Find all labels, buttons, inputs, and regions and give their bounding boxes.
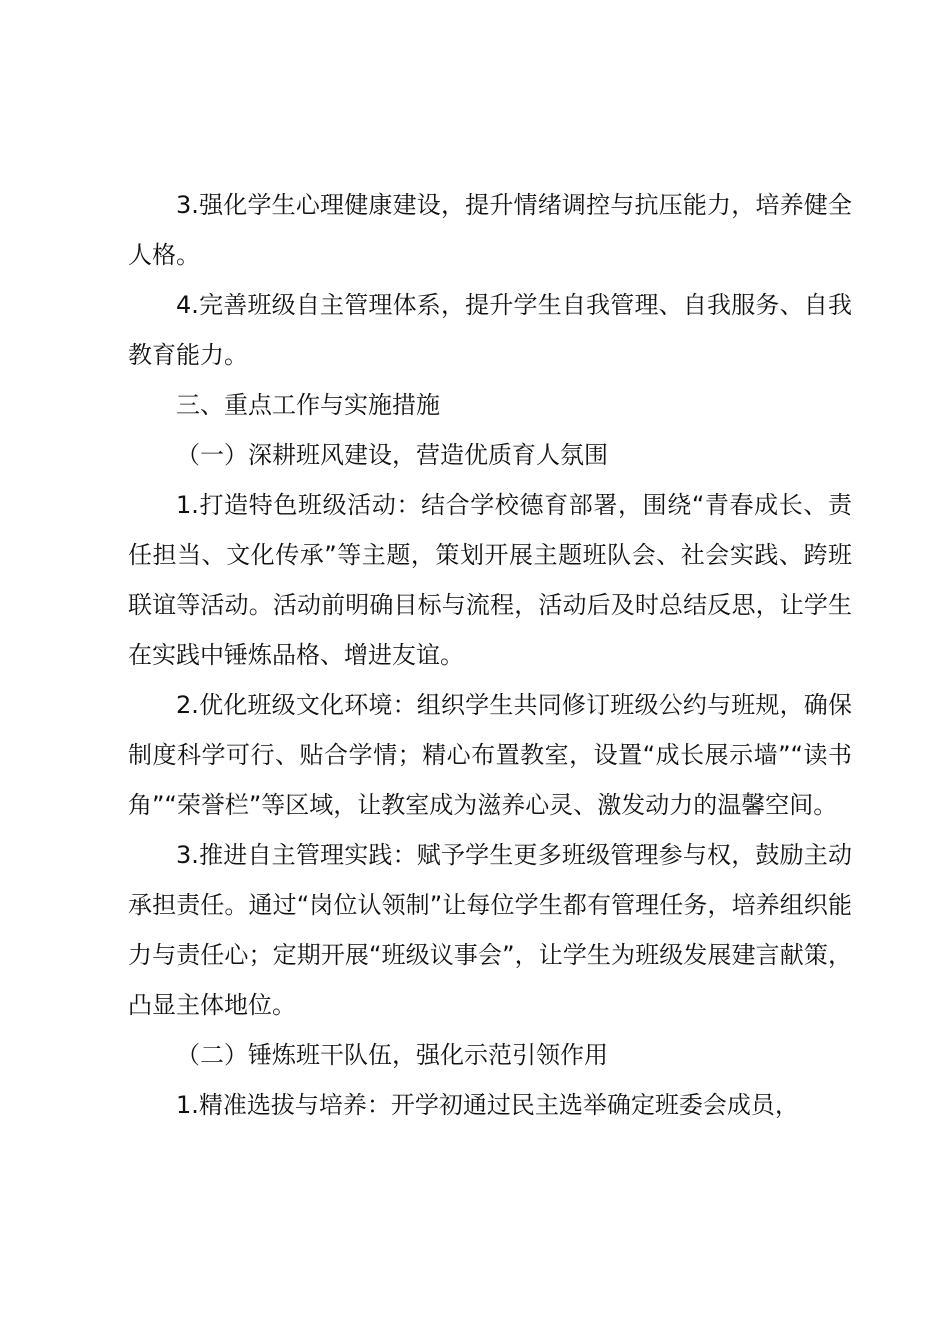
paragraph-measure-1-1: 1.打造特色班级活动：结合学校德育部署，围绕“青春成长、责任担当、文化传承”等主题，策划开展主题班队会、社会实践、跨班联谊等活动。活动前明确目标与流程，活动后及时总结反思，让学生在实践中锤炼品格、增进友谊。 — [128, 491, 852, 669]
paragraph-measure-1-2: 2.优化班级文化环境：组织学生共同修订班级公约与班规，确保制度科学可行、贴合学情；精心布置教室，设置“成长展示墙”“读书角”“荣誉栏”等区域，让教室成为滋养心灵、激发动力的温馨空间。 — [128, 691, 852, 819]
subsection-heading-2: （二）锤炼班干队伍，强化示范引领作用 — [176, 1041, 608, 1069]
subsection-heading-1: （一）深耕班风建设，营造优质育人氛围 — [176, 441, 608, 469]
document-body — [128, 180, 852, 1130]
paragraph-goal-3: 3.强化学生心理健康建设，提升情绪调控与抗压能力，培养健全人格。 — [128, 191, 852, 269]
section-heading-3: 三、重点工作与实施措施 — [176, 391, 440, 419]
paragraph-measure-1-3: 3.推进自主管理实践：赋予学生更多班级管理参与权，鼓励主动承担责任。通过“岗位认领制”让每位学生都有管理任务，培养组织能力与责任心；定期开展“班级议事会”，让学生为班级发展建言献策，凸显主体地位。 — [128, 841, 852, 1019]
paragraph-goal-4: 4.完善班级自主管理体系，提升学生自我管理、自我服务、自我教育能力。 — [128, 291, 852, 369]
paragraph-measure-2-1: 1.精准选拔与培养：开学初通过民主选举确定班委会成员， — [176, 1091, 799, 1119]
